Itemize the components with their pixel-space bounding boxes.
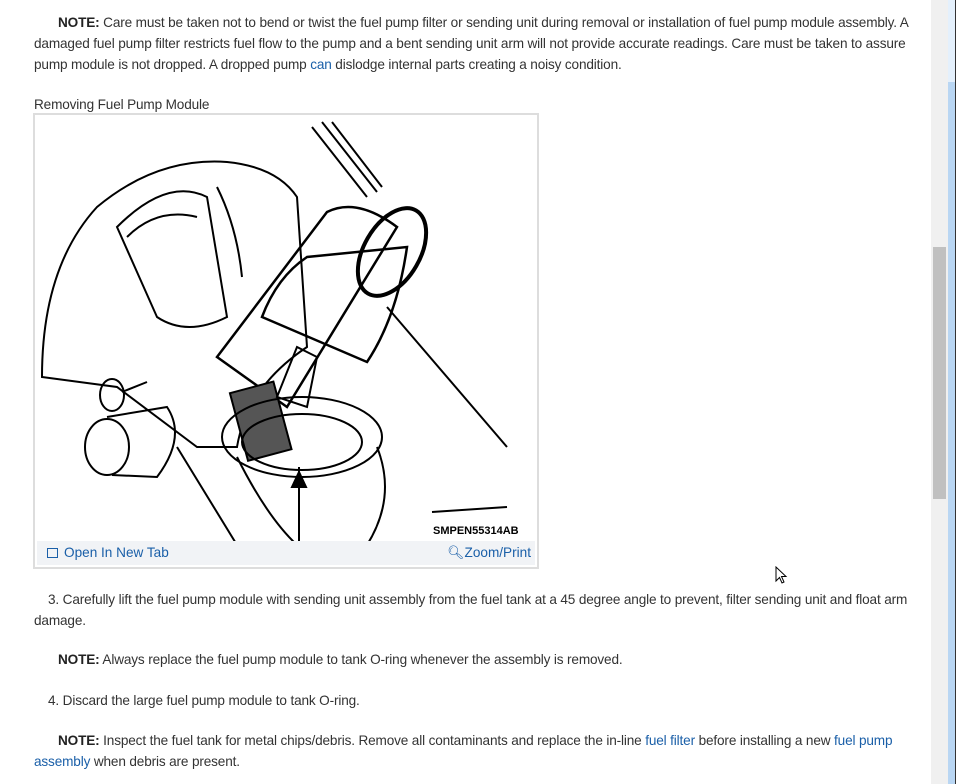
link-fuel-filter[interactable]: fuel filter <box>645 733 695 748</box>
figure-box <box>33 113 539 569</box>
zoom-print-link[interactable] <box>447 545 531 561</box>
note-text: Care must be taken not to bend or twist the fuel pump filter or sending unit during removal or installation of fuel pump module assembly. A damaged fuel pump filter restricts fuel flow to the pump and a bent sending unit arm will not provide accurate readings. Care must be taken to assure pump module is not dropped. A dropped pump <box>34 15 908 72</box>
step-3: 3. Carefully lift the fuel pump module with sending unit assembly from the fuel tank at a 45 degree angle to prevent, filter sending unit and float arm damage. <box>34 592 908 628</box>
link-can[interactable]: can <box>310 57 332 72</box>
note-oring <box>34 649 919 670</box>
scrollbar-thumb[interactable] <box>933 247 946 499</box>
note-text: Inspect the fuel tank for metal chips/debris. Remove all contaminants and replace the in-line <box>99 733 646 748</box>
note-inspect <box>34 730 919 772</box>
figure-toolbar <box>37 541 535 565</box>
note-text: dislodge internal parts creating a noisy condition. <box>331 57 622 72</box>
note-label: NOTE: <box>58 15 100 30</box>
open-tab-label: Open In New Tab <box>64 545 169 560</box>
figure-caption: Removing Fuel Pump Module <box>34 97 210 112</box>
image-code: SMPEN55314AB <box>433 525 519 537</box>
note-text: when debris are present. <box>90 754 240 769</box>
fuel-pump-illustration[interactable] <box>37 117 537 545</box>
open-tab-icon <box>47 548 58 558</box>
note-care <box>34 12 919 75</box>
note-label: NOTE: <box>58 652 100 667</box>
zoom-print-label: Zoom/Print <box>464 545 531 560</box>
open-in-new-tab-link[interactable] <box>47 545 169 560</box>
link-fuel-pump-assembly[interactable]: fuel pump assembly <box>34 733 893 769</box>
step-4: 4. Discard the large fuel pump module to tank O-ring. <box>48 693 360 708</box>
note-text: before installing a new <box>694 733 835 748</box>
note-label: NOTE: <box>58 733 100 748</box>
mouse-cursor-icon <box>775 566 789 586</box>
note-text: Always replace the fuel pump module to tank O-ring whenever the assembly is removed. <box>99 652 623 667</box>
zoom-in-icon: 🔍︎ <box>447 545 465 560</box>
window-edge <box>948 0 955 784</box>
